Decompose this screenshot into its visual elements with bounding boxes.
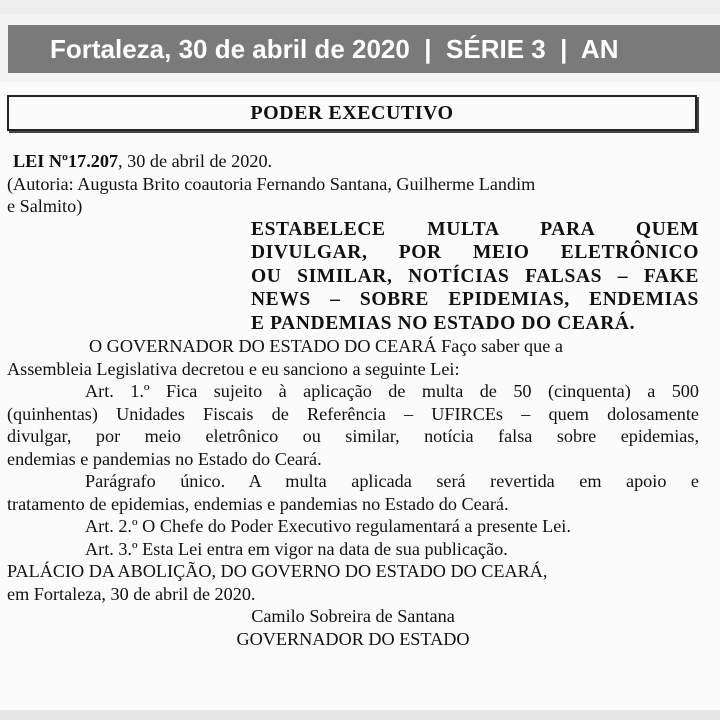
article-1-line: (quinhentas) Unidades Fiscais de Referência – UFIRCEs – quem dolosamente (7, 403, 699, 424)
gazette-header-banner (8, 25, 720, 73)
paragraph-line: tratamento de epidemias, endemias e pandemias no Estado do Ceará. (7, 493, 509, 514)
article-1-line: endemias e pandemias no Estado do Ceará. (7, 448, 322, 469)
preamble-line: O GOVERNADOR DO ESTADO DO CEARÁ Faço saber que a (89, 336, 563, 356)
section-title-box (7, 95, 697, 131)
authorship-line: (Autoria: Augusta Brito coautoria Fernando Santana, Guilherme Landim (7, 173, 536, 194)
article-1-line: divulgar, por meio eletrônico ou similar, notícia falsa sobre epidemias, (7, 426, 699, 446)
article-1-line: Art. 1.º Fica sujeito à aplicação de multa de 50 (cinquenta) a 500 (85, 381, 699, 401)
bottom-border (0, 710, 720, 720)
signer-title: GOVERNADOR DO ESTADO (236, 628, 470, 649)
closing-line: em Fortaleza, 30 de abril de 2020. (7, 583, 256, 604)
preamble-line: Assembleia Legislativa decretou e eu sanciono a seguinte Lei: (7, 358, 460, 379)
article-2: Art. 2.º O Chefe do Poder Executivo regulamentará a presente Lei. (85, 516, 571, 536)
banner-text: Fortaleza, 30 de abril de 2020 | SÉRIE 3 | AN (50, 34, 619, 64)
section-title: PODER EXECUTIVO (250, 102, 454, 124)
top-border (0, 0, 720, 14)
law-number: LEI Nº17.207 (13, 151, 119, 171)
summary-line: E PANDEMIAS NO ESTADO DO CEARÁ. (251, 312, 636, 334)
summary-line: OU SIMILAR, NOTÍCIAS FALSAS – FAKE (251, 265, 699, 287)
law-heading (7, 150, 699, 173)
summary-line: NEWS – SOBRE EPIDEMIAS, ENDEMIAS (251, 289, 699, 310)
authorship-line: e Salmito) (7, 196, 83, 216)
summary-line: DIVULGAR, POR MEIO ELETRÔNICO (251, 242, 699, 263)
closing-line: PALÁCIO DA ABOLIÇÃO, DO GOVERNO DO ESTADO DO CEARÁ, (7, 561, 548, 581)
article-3: Art. 3.º Esta Lei entra em vigor na data de sua publicação. (85, 538, 508, 559)
law-text (7, 150, 699, 650)
summary-line: ESTABELECE MULTA PARA QUEM (251, 218, 699, 240)
signer-name: Camilo Sobreira de Santana (251, 606, 455, 626)
paragraph-line: Parágrafo único. A multa aplicada será revertida em apoio e (85, 471, 699, 491)
law-date: , 30 de abril de 2020. (118, 151, 273, 171)
law-summary (251, 218, 699, 336)
